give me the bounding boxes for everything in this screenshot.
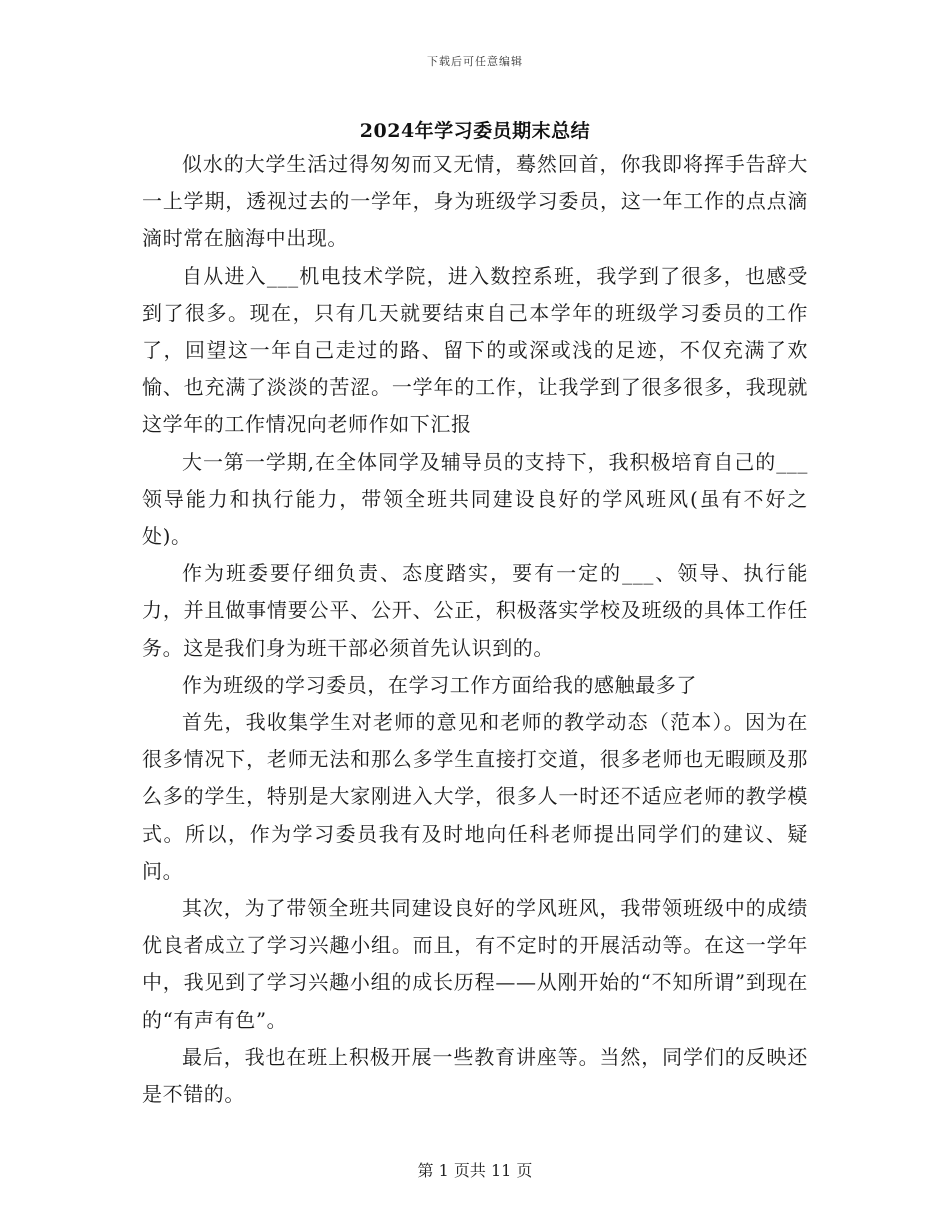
paragraph: 自从进入___机电技术学院，进入数控系班，我学到了很多，也感受到了很多。现在，只有几天就要结束自己本学年的班级学习委员的工作了，回望这一年自己走过的路、留下的或深或浅的足迹，不仅充满了欢愉、也充满了淡淡的苦涩。一学年的工作，让我学到了很多很多，我现就这学年的工作情况向老师作如下汇报 xyxy=(142,263,808,437)
page-footer: 第 1 页共 11 页 xyxy=(417,1161,533,1180)
paragraph: 首先，我收集学生对老师的意见和老师的教学动态（范本）。因为在很多情况下，老师无法和那么多学生直接打交道，很多老师也无暇顾及那么多的学生，特别是大家刚进入大学，很多人一时还不适应老师的教学模式。所以，作为学习委员我有及时地向任科老师提出同学们的建议、疑问。 xyxy=(142,710,808,883)
paragraph: 最后，我也在班上积极开展一些教育讲座等。当然，同学们的反映还是不错的。 xyxy=(142,1044,808,1107)
paragraph: 大一第一学期,在全体同学及辅导员的支持下，我积极培育自己的___领导能力和执行能力，带领全班共同建设良好的学风班风(虽有不好之处)。 xyxy=(142,449,808,549)
paragraph: 似水的大学生活过得匆匆而又无情，蓦然回首，你我即将挥手告辞大一上学期，透视过去的一学年，身为班级学习委员，这一年工作的点点滴滴时常在脑海中出现。 xyxy=(142,152,808,251)
paragraph: 作为班委要仔细负责、态度踏实，要有一定的___、领导、执行能力，并且做事情要公平、公开、公正，积极落实学校及班级的具体工作任务。这是我们身为班干部必须首先认识到的。 xyxy=(142,561,808,660)
header-note: 下载后可任意编辑 xyxy=(427,55,523,68)
document-body xyxy=(142,146,808,1113)
paragraph: 其次，为了带领全班共同建设良好的学风班风，我带领班级中的成绩优良者成立了学习兴趣小组。而且，有不定时的开展活动等。在这一学年中，我见到了学习兴趣小组的成长历程——从刚开始的“不知所谓”到现在的“有声有色”。 xyxy=(142,896,808,1032)
paragraph: 作为班级的学习委员，在学习工作方面给我的感触最多了 xyxy=(182,672,697,697)
document-title: 2024年学习委员期末总结 xyxy=(359,120,591,142)
